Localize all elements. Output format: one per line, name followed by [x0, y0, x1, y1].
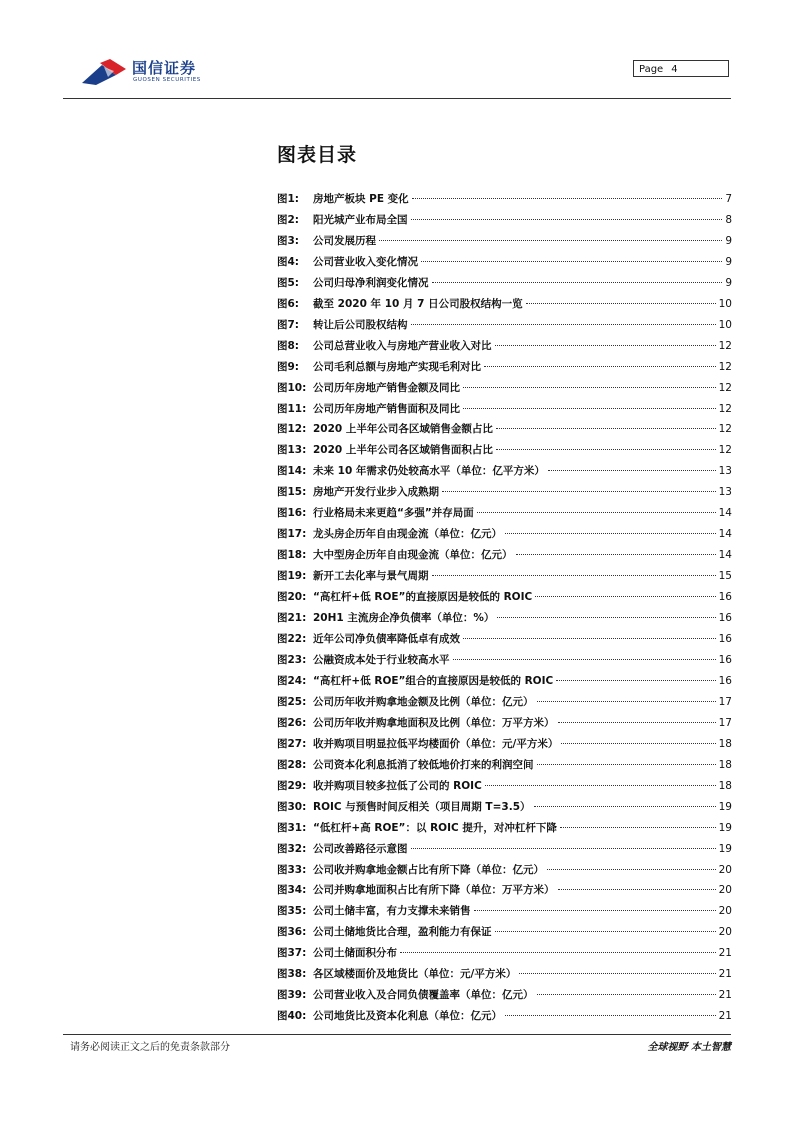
toc-entry-label: 图14: [277, 465, 307, 478]
toc-entry-title: 截至 2020 年 10 月 7 日公司股权结构一览 [313, 297, 523, 310]
toc-entry-title: 公司资本化利息抵消了较低地价打来的利润空间 [313, 758, 534, 771]
toc-dot-leader [558, 889, 716, 890]
toc-entry[interactable] [277, 275, 732, 296]
toc-entry-title: 龙头房企历年自由现金流（单位：亿元） [313, 528, 502, 541]
toc-entry-label: 图35: [277, 905, 307, 918]
toc-dot-leader [558, 722, 716, 723]
toc-entry[interactable] [277, 338, 732, 359]
toc-entry-label: 图34: [277, 884, 307, 897]
toc-dot-leader [526, 303, 716, 304]
toc-entry-page: 20 [718, 863, 732, 876]
toc-entry[interactable] [277, 589, 732, 610]
toc-dot-leader [560, 827, 716, 828]
toc-entry[interactable] [277, 631, 732, 652]
toc-entry-label: 图21: [277, 612, 307, 625]
page-number: 4 [671, 64, 678, 75]
toc-dot-leader [497, 617, 715, 618]
toc-dot-leader [516, 554, 716, 555]
toc-entry-title: 房地产开发行业步入成熟期 [313, 486, 439, 499]
toc-entry[interactable] [277, 903, 732, 924]
toc-entry-title: 公司土储丰富，有力支撑未来销售 [313, 905, 471, 918]
toc-entry-label: 图10: [277, 381, 307, 394]
toc-dot-leader [442, 491, 716, 492]
toc-entry-page: 17 [718, 695, 732, 708]
toc-entry-label: 图3: [277, 234, 300, 247]
toc-entry-title: 新开工去化率与景气周期 [313, 570, 429, 583]
toc-entry[interactable] [277, 505, 732, 526]
toc-dot-leader [496, 449, 716, 450]
toc-entry-title: 收并购项目较多拉低了公司的 ROIC [313, 779, 482, 792]
toc-dot-leader [432, 282, 723, 283]
toc-dot-leader [537, 764, 716, 765]
toc-entry[interactable] [277, 778, 732, 799]
toc-entry[interactable] [277, 799, 732, 820]
toc-entry-label: 图26: [277, 716, 307, 729]
toc-entry-page: 10 [718, 297, 732, 310]
toc-entry-label: 图12: [277, 423, 307, 436]
toc-dot-leader [477, 512, 716, 513]
toc-entry[interactable] [277, 820, 732, 841]
toc-entry-title: 房地产板块 PE 变化 [313, 193, 409, 205]
toc-entry-label: 图22: [277, 633, 307, 646]
toc-entry[interactable] [277, 568, 732, 589]
toc-dot-leader [547, 869, 716, 870]
toc-entry-page: 13 [718, 465, 732, 478]
toc-entry[interactable] [277, 673, 732, 694]
footer-slogan: 全球视野 本土智慧 [647, 1042, 731, 1053]
toc-entry-title: 公司归母净利润变化情况 [313, 276, 429, 289]
toc-entry[interactable] [277, 966, 732, 987]
toc-entry-page: 9 [725, 276, 732, 289]
toc-dot-leader [463, 638, 716, 639]
toc-entry[interactable] [277, 442, 732, 463]
toc-entry-page: 21 [718, 989, 732, 1002]
toc-entry[interactable] [277, 233, 732, 254]
toc-entry-label: 图31: [277, 821, 307, 834]
table-of-figures [277, 191, 732, 1029]
guosen-logo-mark-icon [80, 57, 128, 87]
toc-entry-page: 14 [718, 528, 732, 541]
toc-entry-label: 图29: [277, 779, 307, 792]
toc-dot-leader [496, 428, 716, 429]
toc-entry-title: 近年公司净负债率降低卓有成效 [313, 633, 460, 646]
toc-dot-leader [484, 366, 716, 367]
toc-dot-leader [505, 1015, 716, 1016]
logo-english-name: GUOSEN SECURITIES [133, 77, 201, 83]
toc-entry-title: 公司总营业收入与房地产营业收入对比 [313, 339, 492, 352]
toc-entry[interactable] [277, 945, 732, 966]
toc-entry-page: 12 [718, 360, 732, 373]
toc-entry-title: ROIC 与预售时间反相关（项目周期 T=3.5） [313, 800, 531, 813]
toc-entry-page: 20 [718, 926, 732, 939]
toc-entry[interactable] [277, 694, 732, 715]
toc-entry-title: 公司历年房地产销售金额及同比 [313, 381, 460, 394]
toc-entry-page: 8 [725, 213, 732, 226]
toc-entry-page: 12 [718, 423, 732, 436]
toc-entry[interactable] [277, 401, 732, 422]
toc-entry[interactable] [277, 463, 732, 484]
toc-dot-leader [485, 785, 716, 786]
toc-entry-page: 16 [718, 674, 732, 687]
toc-entry-label: 图17: [277, 528, 307, 541]
toc-entry-page: 17 [718, 716, 732, 729]
toc-dot-leader [561, 743, 715, 744]
toc-entry-title: 各区域楼面价及地货比（单位：元/平方米） [313, 968, 517, 981]
toc-entry-label: 图8: [277, 339, 300, 352]
toc-entry[interactable] [277, 987, 732, 1008]
toc-dot-leader [411, 848, 716, 849]
toc-entry-label: 图25: [277, 695, 307, 708]
toc-dot-leader [495, 345, 716, 346]
toc-dot-leader [421, 261, 722, 262]
toc-entry-label: 图37: [277, 947, 307, 960]
toc-entry-page: 7 [725, 193, 732, 205]
toc-entry-title: 公融资成本处于行业较高水平 [313, 653, 450, 666]
toc-entry-page: 12 [718, 402, 732, 415]
toc-entry[interactable] [277, 610, 732, 631]
toc-entry-title: “高杠杆+低 ROE”组合的直接原因是较低的 ROIC [313, 674, 554, 687]
toc-entry-label: 图30: [277, 800, 307, 813]
toc-entry[interactable] [277, 212, 732, 233]
toc-entry-label: 图2: [277, 213, 300, 226]
toc-dot-leader [463, 387, 716, 388]
toc-entry-label: 图33: [277, 863, 307, 876]
toc-entry-title: 2020 上半年公司各区域销售金额占比 [313, 423, 493, 436]
toc-dot-leader [548, 470, 716, 471]
toc-entry-label: 图36: [277, 926, 307, 939]
toc-dot-leader [463, 408, 716, 409]
header-divider [63, 98, 731, 99]
toc-entry-page: 12 [718, 339, 732, 352]
toc-entry-label: 图18: [277, 549, 307, 562]
toc-dot-leader [537, 994, 716, 995]
toc-entry-title: 公司历年收并购拿地面积及比例（单位：万平方米） [313, 716, 555, 729]
toc-dot-leader [412, 198, 723, 199]
toc-entry-label: 图6: [277, 297, 300, 310]
toc-entry[interactable] [277, 547, 732, 568]
toc-entry[interactable] [277, 882, 732, 903]
toc-entry[interactable] [277, 736, 732, 757]
footer-disclaimer: 请务必阅读正文之后的免责条款部分 [70, 1042, 230, 1053]
toc-entry[interactable] [277, 757, 732, 778]
logo-chinese-name: 国信证券 [132, 59, 197, 77]
toc-entry-title: 收并购项目明显拉低平均楼面价（单位：元/平方米） [313, 737, 559, 750]
toc-entry-title: “高杠杆+低 ROE”的直接原因是较低的 ROIC [313, 591, 533, 604]
toc-entry[interactable] [277, 526, 732, 547]
toc-entry[interactable] [277, 317, 732, 338]
toc-entry-title: 20H1 主流房企净负债率（单位：%） [313, 612, 495, 625]
toc-entry[interactable] [277, 484, 732, 505]
toc-entry-title: 公司改善路径示意图 [313, 842, 408, 855]
toc-dot-leader [505, 533, 716, 534]
toc-dot-leader [432, 575, 716, 576]
toc-entry[interactable] [277, 652, 732, 673]
toc-entry-page: 9 [725, 234, 732, 247]
page-title: 图表目录 [277, 144, 358, 166]
toc-entry[interactable] [277, 359, 732, 380]
toc-entry[interactable] [277, 380, 732, 401]
toc-entry-label: 图20: [277, 591, 307, 604]
toc-entry-page: 21 [718, 947, 732, 960]
toc-entry[interactable] [277, 191, 732, 212]
guosen-logo [80, 55, 210, 89]
toc-entry-label: 图19: [277, 570, 307, 583]
toc-entry[interactable] [277, 254, 732, 275]
toc-dot-leader [495, 931, 716, 932]
toc-entry-title: 公司历年房地产销售面积及同比 [313, 402, 460, 415]
toc-entry[interactable] [277, 862, 732, 883]
toc-dot-leader [519, 973, 715, 974]
toc-entry[interactable] [277, 841, 732, 862]
toc-entry[interactable] [277, 296, 732, 317]
toc-entry-label: 图16: [277, 507, 307, 520]
page-label: Page [639, 64, 664, 75]
toc-entry-page: 14 [718, 507, 732, 520]
toc-dot-leader [400, 952, 716, 953]
toc-entry-page: 10 [718, 318, 732, 331]
toc-entry-label: 图5: [277, 276, 300, 289]
toc-entry-title: 公司历年收并购拿地金额及比例（单位：亿元） [313, 695, 534, 708]
toc-entry-label: 图13: [277, 444, 307, 457]
toc-entry-label: 图9: [277, 360, 300, 373]
toc-entry[interactable] [277, 715, 732, 736]
toc-dot-leader [534, 806, 716, 807]
toc-entry-title: 公司营业收入及合同负债覆盖率（单位：亿元） [313, 989, 534, 1002]
toc-entry-page: 16 [718, 653, 732, 666]
toc-dot-leader [474, 910, 716, 911]
toc-entry-page: 19 [718, 821, 732, 834]
toc-dot-leader [411, 219, 723, 220]
toc-dot-leader [535, 596, 715, 597]
toc-dot-leader [411, 324, 716, 325]
toc-entry-title: 2020 上半年公司各区域销售面积占比 [313, 444, 493, 457]
toc-entry-page: 15 [718, 570, 732, 583]
toc-entry-label: 图32: [277, 842, 307, 855]
toc-entry-page: 9 [725, 255, 732, 268]
toc-dot-leader [537, 701, 716, 702]
toc-entry-page: 19 [718, 842, 732, 855]
toc-entry-page: 20 [718, 884, 732, 897]
toc-entry-page: 14 [718, 549, 732, 562]
toc-entry-page: 16 [718, 612, 732, 625]
toc-entry-label: 图1: [277, 193, 300, 205]
toc-entry-label: 图38: [277, 968, 307, 981]
toc-entry-title: 阳光城产业布局全国 [313, 213, 408, 226]
page-indicator [633, 60, 729, 77]
toc-entry-label: 图11: [277, 402, 307, 415]
toc-entry-title: 大中型房企历年自由现金流（单位：亿元） [313, 549, 513, 562]
toc-entry-page: 21 [718, 1010, 732, 1023]
toc-entry-title: 公司并购拿地面积占比有所下降（单位：万平方米） [313, 884, 555, 897]
toc-entry[interactable] [277, 1008, 732, 1029]
footer-divider [63, 1034, 731, 1035]
toc-entry-label: 图15: [277, 486, 307, 499]
toc-entry-title: 公司土储地货比合理，盈利能力有保证 [313, 926, 492, 939]
toc-entry-page: 20 [718, 905, 732, 918]
toc-dot-leader [379, 240, 722, 241]
toc-entry-page: 18 [718, 737, 732, 750]
toc-entry-title: 公司地货比及资本化利息（单位：亿元） [313, 1010, 502, 1023]
toc-entry-label: 图28: [277, 758, 307, 771]
toc-entry-label: 图4: [277, 255, 300, 268]
toc-entry-title: 行业格局未来更趋“多强”并存局面 [313, 507, 474, 520]
toc-entry[interactable] [277, 421, 732, 442]
toc-entry-page: 12 [718, 444, 732, 457]
toc-entry-title: 公司发展历程 [313, 234, 376, 247]
toc-entry-page: 18 [718, 779, 732, 792]
toc-entry-title: 公司毛利总额与房地产实现毛利对比 [313, 360, 481, 373]
toc-entry-title: 公司收并购拿地金额占比有所下降（单位：亿元） [313, 863, 544, 876]
toc-dot-leader [556, 680, 715, 681]
toc-entry-page: 16 [718, 633, 732, 646]
toc-entry-page: 16 [718, 591, 732, 604]
toc-entry-title: 转让后公司股权结构 [313, 318, 408, 331]
toc-entry-label: 图23: [277, 653, 307, 666]
toc-entry-title: 公司土储面积分布 [313, 947, 397, 960]
toc-entry-label: 图39: [277, 989, 307, 1002]
toc-entry-label: 图24: [277, 674, 307, 687]
toc-entry-page: 19 [718, 800, 732, 813]
toc-dot-leader [453, 659, 716, 660]
toc-entry-page: 18 [718, 758, 732, 771]
toc-entry-label: 图7: [277, 318, 300, 331]
toc-entry-label: 图40: [277, 1010, 307, 1023]
toc-entry-title: 未来 10 年需求仍处较高水平（单位：亿平方米） [313, 465, 545, 478]
toc-entry-page: 21 [718, 968, 732, 981]
toc-entry-title: “低杠杆+高 ROE”：以 ROIC 提升，对冲杠杆下降 [313, 821, 557, 834]
toc-entry-page: 13 [718, 486, 732, 499]
toc-entry-page: 12 [718, 381, 732, 394]
toc-entry-label: 图27: [277, 737, 307, 750]
toc-entry[interactable] [277, 924, 732, 945]
toc-entry-title: 公司营业收入变化情况 [313, 255, 418, 268]
